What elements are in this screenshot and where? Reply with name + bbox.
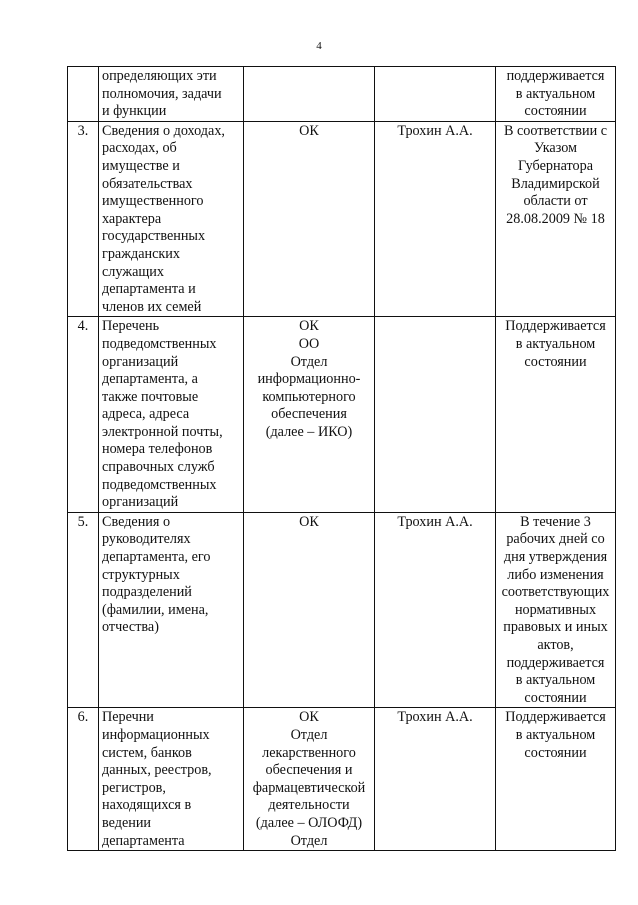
responsible-person-cell: Трохин А.А. xyxy=(375,708,496,851)
term-cell: Поддерживается в актуальном состоянии xyxy=(496,708,616,851)
row-number-cell: 5. xyxy=(68,512,99,708)
term-cell: Поддерживается в актуальном состоянии xyxy=(496,317,616,513)
info-name-cell: Перечни информационных систем, банков данных, реестров, регистров, находящихся в ведении департамента xyxy=(99,708,244,851)
information-table xyxy=(67,66,616,851)
responsible-person-cell: Трохин А.А. xyxy=(375,512,496,708)
term-cell: В течение 3 рабочих дней со дня утверждения либо изменения соответствующих нормативных правовых и иных актов, поддерживается в актуальном состоянии xyxy=(496,512,616,708)
responsible-person-cell xyxy=(375,67,496,122)
term-cell: поддерживается в актуальном состоянии xyxy=(496,67,616,122)
table-row xyxy=(68,512,616,708)
info-name-cell: Сведения о руководителях департамента, его структурных подразделений (фамилии, имена, отчества) xyxy=(99,512,244,708)
term-cell: В соответствии с Указом Губернатора Владимирской области от 28.08.2009 № 18 xyxy=(496,121,616,317)
responsible-unit-cell: ОК Отдел лекарственного обеспечения и фармацевтической деятельности (далее – ОЛОФД) Отдел xyxy=(244,708,375,851)
row-number-cell: 4. xyxy=(68,317,99,513)
info-name-cell: определяющих эти полномочия, задачи и функции xyxy=(99,67,244,122)
responsible-unit-cell: ОК ОО Отдел информационно- компьютерного обеспечения (далее – ИКО) xyxy=(244,317,375,513)
info-name-cell: Сведения о доходах, расходах, об имуществе и обязательствах имущественного характера государственных гражданских служащих департамента и членов их семей xyxy=(99,121,244,317)
row-number-cell: 6. xyxy=(68,708,99,851)
row-number-cell: 3. xyxy=(68,121,99,317)
table-row xyxy=(68,67,616,122)
table-row xyxy=(68,708,616,851)
responsible-person-cell: Трохин А.А. xyxy=(375,121,496,317)
responsible-unit-cell xyxy=(244,67,375,122)
page-number: 4 xyxy=(316,40,322,52)
responsible-person-cell xyxy=(375,317,496,513)
table-row xyxy=(68,317,616,513)
responsible-unit-cell: ОК xyxy=(244,121,375,317)
row-number-cell xyxy=(68,67,99,122)
info-name-cell: Перечень подведомственных организаций департамента, а также почтовые адреса, адреса электронной почты, номера телефонов справочных служб подведомственных организаций xyxy=(99,317,244,513)
responsible-unit-cell: ОК xyxy=(244,512,375,708)
table-row xyxy=(68,121,616,317)
